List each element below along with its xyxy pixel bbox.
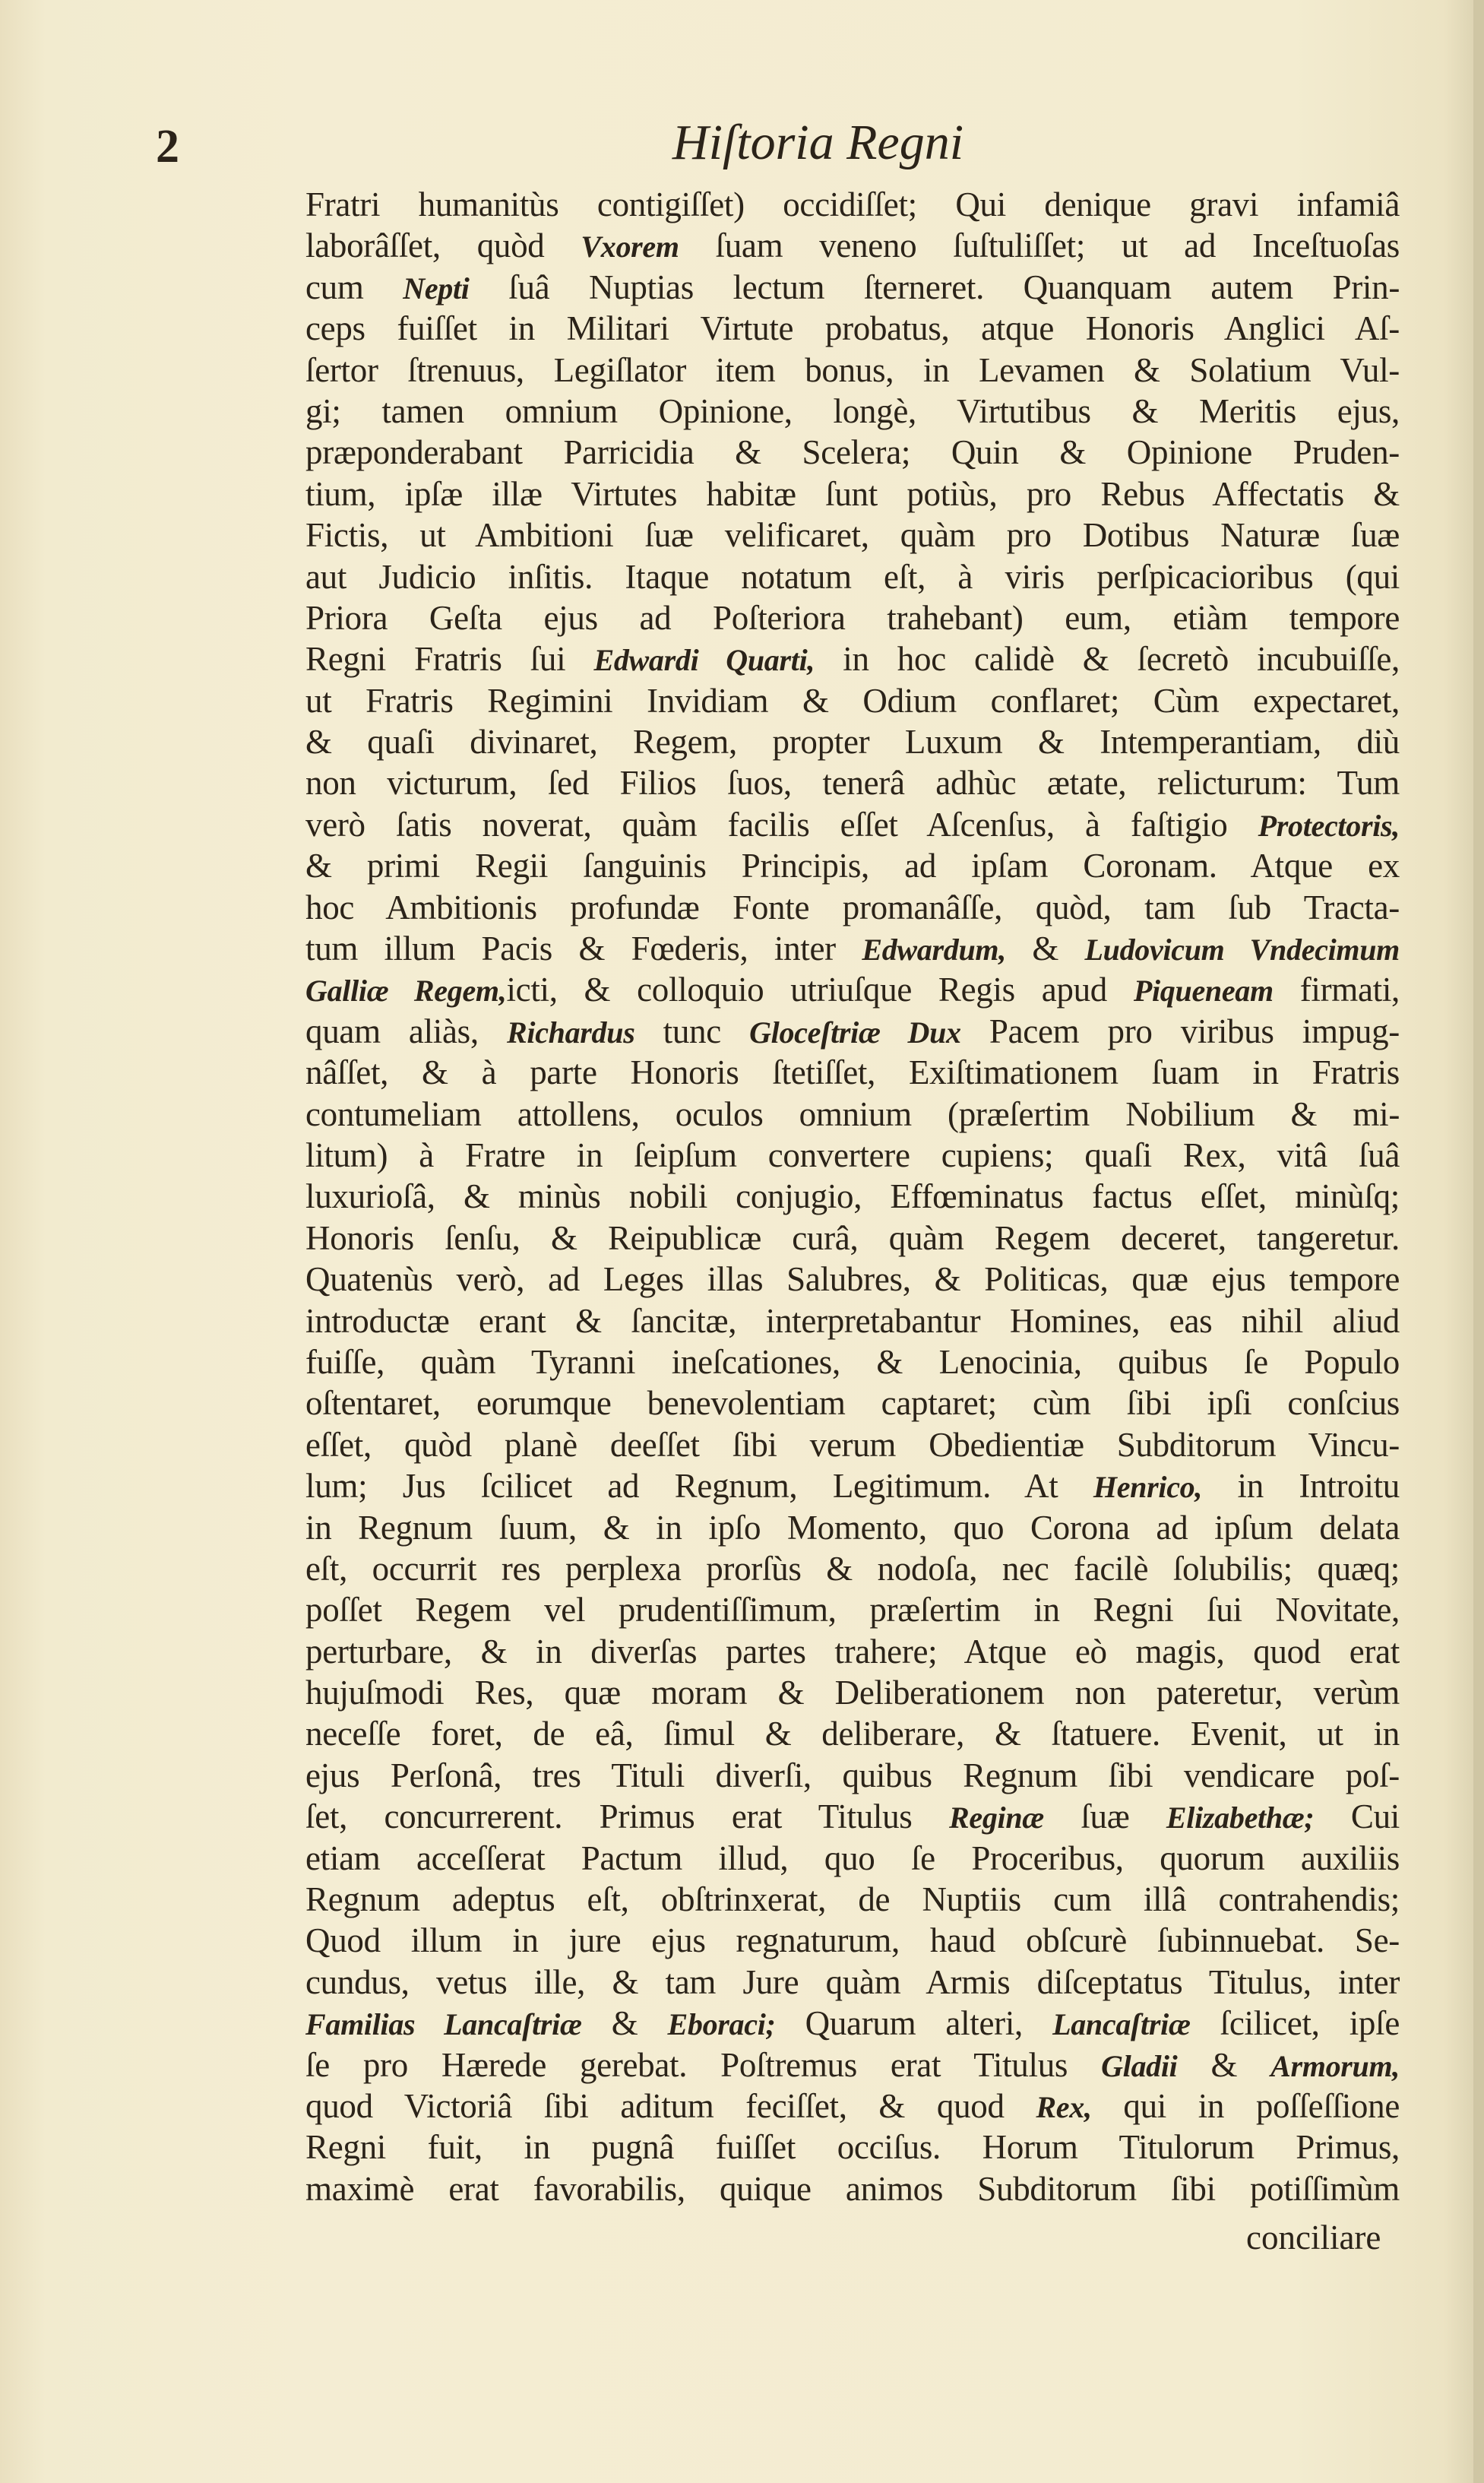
text-line <box>305 887 1400 928</box>
text-line <box>305 928 1400 969</box>
italic-name: Gladii <box>1101 2048 1178 2083</box>
text-segment: ſertor ſtrenuus, Legiſlator item bonus, in Levamen & Solatium Vul- <box>305 350 1400 389</box>
text-line <box>305 1052 1400 1093</box>
text-line <box>305 1176 1400 1217</box>
text-line <box>305 1755 1400 1796</box>
text-segment: gi; tamen omnium Opinione, longè, Virtutibus & Meritis ejus, <box>305 391 1400 430</box>
text-segment: tum illum Pacis & Fœderis, inter <box>305 930 862 968</box>
text-segment: Regni Fratris ſui <box>305 640 594 679</box>
text-segment: contumeliam attollens, oculos omnium (præſertim Nobilium & mi- <box>305 1094 1400 1133</box>
text-segment: introductæ erant & ſancitæ, interpretabantur Homines, eas nihil aliud <box>305 1301 1400 1340</box>
text-line <box>305 1382 1400 1424</box>
text-line <box>305 1796 1400 1837</box>
text-segment: & <box>581 2004 668 2043</box>
text-line <box>305 2003 1400 2044</box>
italic-name: Lancaſtriæ <box>1052 2007 1191 2042</box>
text-segment: eſt, occurrit res perplexa prorſùs & nodoſa, nec facilè ſolubilis; quæq; <box>305 1549 1400 1588</box>
text-line <box>305 515 1400 556</box>
text-line <box>305 1011 1400 1052</box>
text-segment: fuiſſe, quàm Tyranni ineſcationes, & Lenocinia, quibus ſe Populo <box>305 1342 1400 1381</box>
text-line <box>305 1548 1400 1589</box>
italic-name: Protectoris, <box>1258 808 1400 843</box>
text-segment: ut Fratris Regimini Invidiam & Odium conflaret; Cùm expectaret, <box>305 681 1400 720</box>
text-segment: Regni fuit, in pugnâ fuiſſet occiſus. Horum Titulorum Primus, <box>305 2128 1400 2167</box>
text-segment: & <box>1177 2045 1271 2084</box>
text-line <box>305 1879 1400 1920</box>
text-segment: in hoc calidè & ſecretò incubuiſſe, <box>815 640 1400 679</box>
text-segment: qui in poſſeſſione <box>1091 2086 1400 2125</box>
text-segment: & <box>1005 930 1085 968</box>
text-line <box>305 267 1400 308</box>
text-segment: quam aliàs, <box>305 1012 507 1050</box>
italic-name: Elizabethæ; <box>1166 1800 1315 1835</box>
text-segment: in Introitu <box>1202 1467 1400 1506</box>
text-segment: Fratri humanitùs contigiſſet) occidiſſet; Qui denique gravi infamiâ <box>305 185 1400 223</box>
text-line <box>305 2127 1400 2168</box>
italic-name: Piqueneam <box>1133 974 1274 1009</box>
text-segment: verò ſatis noverat, quàm facilis eſſet Aſcenſus, à faſtigio <box>305 805 1258 844</box>
text-line <box>305 1218 1400 1259</box>
text-line <box>305 845 1400 886</box>
text-segment: luxurioſâ, & minùs nobili conjugio, Effœminatus factus eſſet, minùſq; <box>305 1177 1400 1216</box>
italic-name: Galliæ Regem, <box>305 974 507 1009</box>
text-segment: & quaſi divinaret, Regem, propter Luxum & Intemperantiam, diù <box>305 723 1400 762</box>
text-segment: hoc Ambitionis profundæ Fonte promanâſſe, quòd, tam ſub Tracta- <box>305 888 1400 926</box>
text-segment: Fictis, ut Ambitioni ſuæ velificaret, quàm pro Dotibus Naturæ ſuæ <box>305 516 1400 555</box>
text-segment: Quod illum in jure ejus regnaturum, haud obſcurè ſubinnuebat. Se- <box>305 1921 1400 1960</box>
text-segment: eſſet, quòd planè deeſſet ſibi verum Obedientiæ Subditorum Vincu- <box>305 1425 1400 1464</box>
text-segment: etiam acceſſerat Pactum illud, quo ſe Proceribus, quorum auxiliis <box>305 1838 1400 1877</box>
text-segment: poſſet Regem vel prudentiſſimum, præſertim in Regni ſui Novitate, <box>305 1591 1400 1629</box>
text-line <box>305 391 1400 432</box>
text-line <box>305 1507 1400 1548</box>
italic-name: Familias Lancaſtriæ <box>305 2007 582 2042</box>
text-line <box>305 969 1400 1010</box>
text-segment: cum <box>305 268 403 306</box>
text-segment: tium, ipſæ illæ Virtutes habitæ ſunt potiùs, pro Rebus Affectatis & <box>305 474 1400 513</box>
italic-name: Eboraci; <box>667 2007 776 2042</box>
text-line <box>305 556 1400 597</box>
text-line <box>305 350 1400 391</box>
text-segment: neceſſe foret, de eâ, ſimul & deliberare, & ſtatuere. Evenit, ut in <box>305 1715 1400 1753</box>
text-line <box>305 473 1400 515</box>
text-segment: Priora Geſta ejus ad Poſteriora trahebant) eum, etiàm tempore <box>305 598 1400 637</box>
page-edge <box>1473 0 1484 2483</box>
text-line <box>305 804 1400 845</box>
text-segment: quod Victoriâ ſibi aditum feciſſet, & quod <box>305 2086 1036 2125</box>
text-line <box>305 721 1400 762</box>
text-line <box>305 1259 1400 1300</box>
italic-name: Ludovicum Vndecimum <box>1084 933 1400 968</box>
text-line <box>305 638 1400 679</box>
text-line <box>305 1341 1400 1382</box>
running-head: Hiſtoria Regni <box>672 115 964 170</box>
body-text <box>305 184 1400 2209</box>
italic-name: Henrico, <box>1093 1470 1203 1505</box>
text-line <box>305 184 1400 225</box>
text-segment: Regnum adeptus eſt, obſtrinxerat, de Nuptiis cum illâ contrahendis; <box>305 1880 1400 1919</box>
text-segment: ſuâ Nuptias lectum ſterneret. Quanquam autem Prin- <box>469 268 1400 306</box>
text-segment: Quatenùs verò, ad Leges illas Salubres, & Politicas, quæ ejus tempore <box>305 1260 1400 1299</box>
text-line <box>305 1135 1400 1176</box>
text-line <box>305 1672 1400 1713</box>
text-segment: litum) à Fratre in ſeipſum convertere cupiens; quaſi Rex, vitâ ſuâ <box>305 1135 1400 1174</box>
text-segment: ceps fuiſſet in Militari Virtute probatus, atque Honoris Anglici Aſ- <box>305 309 1400 348</box>
italic-name: Gloceſtriæ Dux <box>749 1015 961 1050</box>
text-segment: ſe pro Hærede gerebat. Poſtremus erat Titulus <box>305 2045 1102 2084</box>
text-segment: & primi Regii ſanguinis Principis, ad ipſam Coronam. Atque ex <box>305 847 1400 885</box>
text-segment: ejus Perſonâ, tres Tituli diverſi, quibus Regnum ſibi vendicare poſ- <box>305 1756 1400 1794</box>
text-segment: cundus, vetus ille, & tam Jure quàm Armis diſceptatus Titulus, inter <box>305 1962 1400 2001</box>
italic-name: Vxorem <box>581 230 679 264</box>
text-line <box>305 308 1400 349</box>
text-segment: Quarum alteri, <box>775 2004 1053 2043</box>
text-line <box>305 1300 1400 1341</box>
text-segment: lum; Jus ſcilicet ad Regnum, Legitimum. At <box>305 1467 1093 1506</box>
text-segment: laborâſſet, quòd <box>305 226 581 265</box>
text-line <box>305 1424 1400 1465</box>
text-segment: ſcilicet, ipſe <box>1190 2004 1400 2043</box>
text-segment: aut Judicio inſitis. Itaque notatum eſt, à viris perſpicacioribus (qui <box>305 557 1400 596</box>
text-line <box>305 2168 1400 2209</box>
italic-name: Edwardi Quarti, <box>593 643 815 678</box>
text-line <box>305 225 1400 266</box>
text-segment: nâſſet, & à parte Honoris ſtetiſſet, Exiſtimationem ſuam in Fratris <box>305 1053 1400 1092</box>
catchword: conciliare <box>1246 2219 1381 2257</box>
text-segment: maximè erat favorabilis, quique animos Subditorum ſibi potiſſimùm <box>305 2169 1400 2208</box>
italic-name: Armorum, <box>1270 2048 1400 2083</box>
text-line <box>305 1838 1400 1879</box>
text-segment: ſuam veneno ſuſtuliſſet; ut ad Inceſtuoſas <box>679 226 1400 265</box>
italic-name: Rex, <box>1036 2089 1092 2124</box>
text-line <box>305 1962 1400 2003</box>
italic-name: Reginæ <box>948 1800 1044 1835</box>
text-line <box>305 1589 1400 1630</box>
text-line <box>305 1713 1400 1754</box>
text-segment: præponderabant Parricidia & Scelera; Quin & Opinione Pruden- <box>305 433 1400 472</box>
text-line <box>305 432 1400 473</box>
text-segment: perturbare, & in diverſas partes trahere; Atque eò magis, quod erat <box>305 1632 1400 1671</box>
text-segment: Honoris ſenſu, & Reipublicæ curâ, quàm Regem deceret, tangeretur. <box>305 1218 1400 1257</box>
text-segment: in Regnum ſuum, & in ipſo Momento, quo Corona ad ipſum delata <box>305 1508 1400 1547</box>
text-line <box>305 680 1400 721</box>
text-segment: icti, & colloquio utriuſque Regis apud <box>506 971 1134 1009</box>
text-segment: Pacem pro viribus impug- <box>960 1012 1400 1050</box>
text-segment: oſtentaret, eorumque benevolentiam captaret; cùm ſibi ipſi conſcius <box>305 1384 1400 1423</box>
text-segment: tunc <box>634 1012 750 1050</box>
italic-name: Richardus <box>507 1015 635 1050</box>
italic-name: Edwardum, <box>862 933 1006 968</box>
text-segment: ſuæ <box>1043 1797 1166 1836</box>
text-segment: firmati, <box>1273 971 1400 1009</box>
text-line <box>305 1094 1400 1135</box>
text-line <box>305 2086 1400 2127</box>
text-line <box>305 762 1400 803</box>
text-segment: ſet, concurrerent. Primus erat Titulus <box>305 1797 949 1836</box>
text-segment: non victurum, ſed Filios ſuos, tenerâ adhùc ætate, relicturum: Tum <box>305 764 1400 803</box>
page-number: 2 <box>156 121 179 173</box>
text-segment: Cui <box>1314 1797 1400 1836</box>
text-line <box>305 597 1400 638</box>
text-line <box>305 1920 1400 1961</box>
text-segment: hujuſmodi Res, quæ moram & Deliberationem non pateretur, verùm <box>305 1674 1400 1712</box>
text-line <box>305 2044 1400 2086</box>
italic-name: Nepti <box>403 271 470 306</box>
text-line <box>305 1631 1400 1672</box>
text-line <box>305 1465 1400 1506</box>
